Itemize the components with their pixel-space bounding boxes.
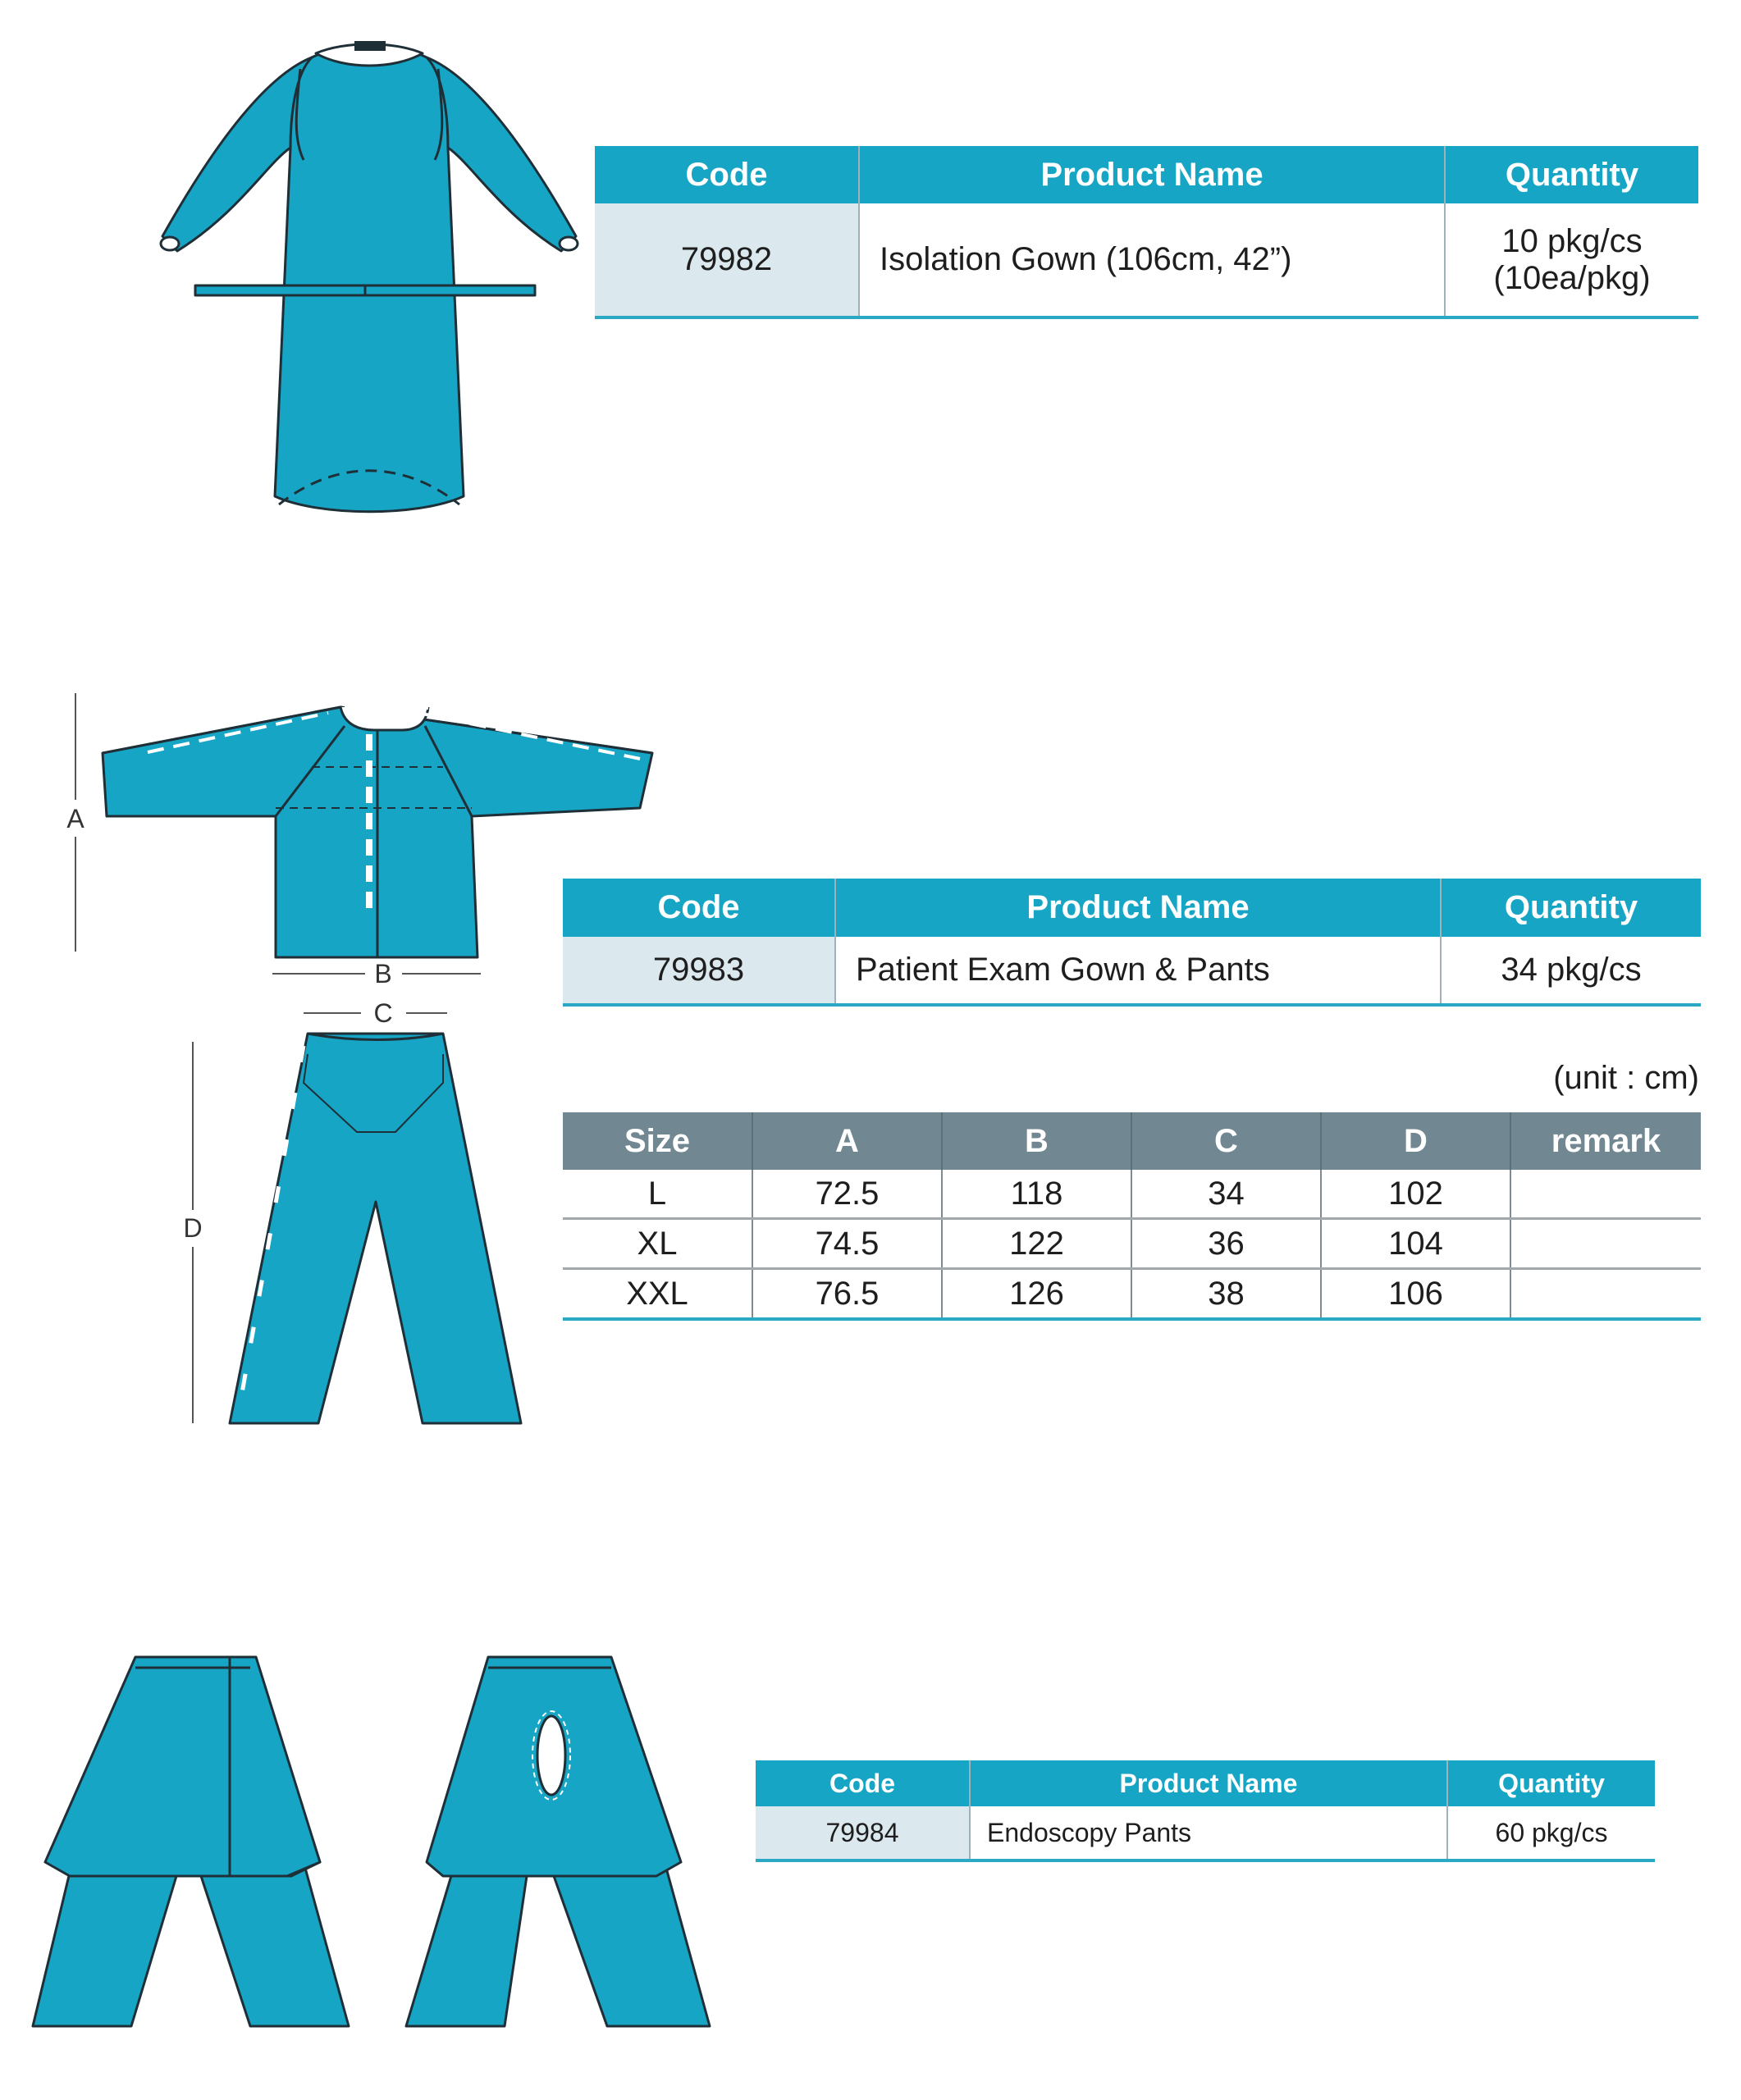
header-quantity: Quantity <box>1441 879 1701 937</box>
table-header-row <box>595 146 1698 203</box>
table-row <box>756 1806 1655 1860</box>
a-cell: 76.5 <box>752 1269 942 1320</box>
endoscopy-pants-icon <box>25 1645 730 2038</box>
header-c: C <box>1131 1112 1321 1170</box>
c-cell: 34 <box>1131 1170 1321 1219</box>
table-header-row <box>563 1112 1701 1170</box>
remark-cell <box>1510 1219 1701 1269</box>
product-name: Patient Exam Gown & Pants <box>835 937 1441 1005</box>
table-header-row <box>563 879 1701 937</box>
product-quantity: 34 pkg/cs <box>1441 937 1701 1005</box>
a-cell: 74.5 <box>752 1219 942 1269</box>
exam-gown-table <box>563 879 1701 1007</box>
patient-exam-gown-pants-icon <box>57 685 673 1440</box>
dimension-label-d: D <box>183 1213 203 1243</box>
dimension-label-c: C <box>373 998 393 1028</box>
product-code: 79983 <box>563 937 835 1005</box>
b-cell: 122 <box>942 1219 1131 1269</box>
size-cell: L <box>563 1170 752 1219</box>
header-d: D <box>1321 1112 1510 1170</box>
product-code: 79984 <box>756 1806 970 1860</box>
header-code: Code <box>595 146 859 203</box>
header-remark: remark <box>1510 1112 1701 1170</box>
remark-cell <box>1510 1269 1701 1320</box>
dimension-label-a: A <box>66 804 85 833</box>
header-product-name: Product Name <box>970 1760 1447 1806</box>
table-header-row <box>756 1760 1655 1806</box>
dimension-label-b: B <box>374 959 392 988</box>
endoscopy-pants-table <box>756 1760 1655 1862</box>
header-product-name: Product Name <box>835 879 1441 937</box>
header-b: B <box>942 1112 1131 1170</box>
table-row <box>595 203 1698 317</box>
b-cell: 118 <box>942 1170 1131 1219</box>
isolation-gown-table <box>595 146 1698 319</box>
quantity-line: 10 pkg/cs <box>1501 222 1643 259</box>
size-table <box>563 1112 1701 1321</box>
d-cell: 102 <box>1321 1170 1510 1219</box>
d-cell: 106 <box>1321 1269 1510 1320</box>
size-cell: XL <box>563 1219 752 1269</box>
c-cell: 38 <box>1131 1269 1321 1320</box>
header-product-name: Product Name <box>859 146 1445 203</box>
product-name: Isolation Gown (106cm, 42”) <box>859 203 1445 317</box>
header-size: Size <box>563 1112 752 1170</box>
table-row <box>563 1219 1701 1269</box>
c-cell: 36 <box>1131 1219 1321 1269</box>
size-cell: XXL <box>563 1269 752 1320</box>
header-code: Code <box>563 879 835 937</box>
header-quantity: Quantity <box>1447 1760 1655 1806</box>
remark-cell <box>1510 1170 1701 1219</box>
product-code: 79982 <box>595 203 859 317</box>
isolation-gown-icon <box>148 25 591 517</box>
b-cell: 126 <box>942 1269 1131 1320</box>
table-row <box>563 1269 1701 1320</box>
product-quantity <box>1445 203 1698 317</box>
product-quantity: 60 pkg/cs <box>1447 1806 1655 1860</box>
quantity-line: (10ea/pkg) <box>1493 259 1651 296</box>
product-name: Endoscopy Pants <box>970 1806 1447 1860</box>
d-cell: 104 <box>1321 1219 1510 1269</box>
header-code: Code <box>756 1760 970 1806</box>
header-a: A <box>752 1112 942 1170</box>
table-row <box>563 1170 1701 1219</box>
a-cell: 72.5 <box>752 1170 942 1219</box>
unit-label: (unit : cm) <box>1553 1060 1699 1096</box>
header-quantity: Quantity <box>1445 146 1698 203</box>
table-row <box>563 937 1701 1005</box>
